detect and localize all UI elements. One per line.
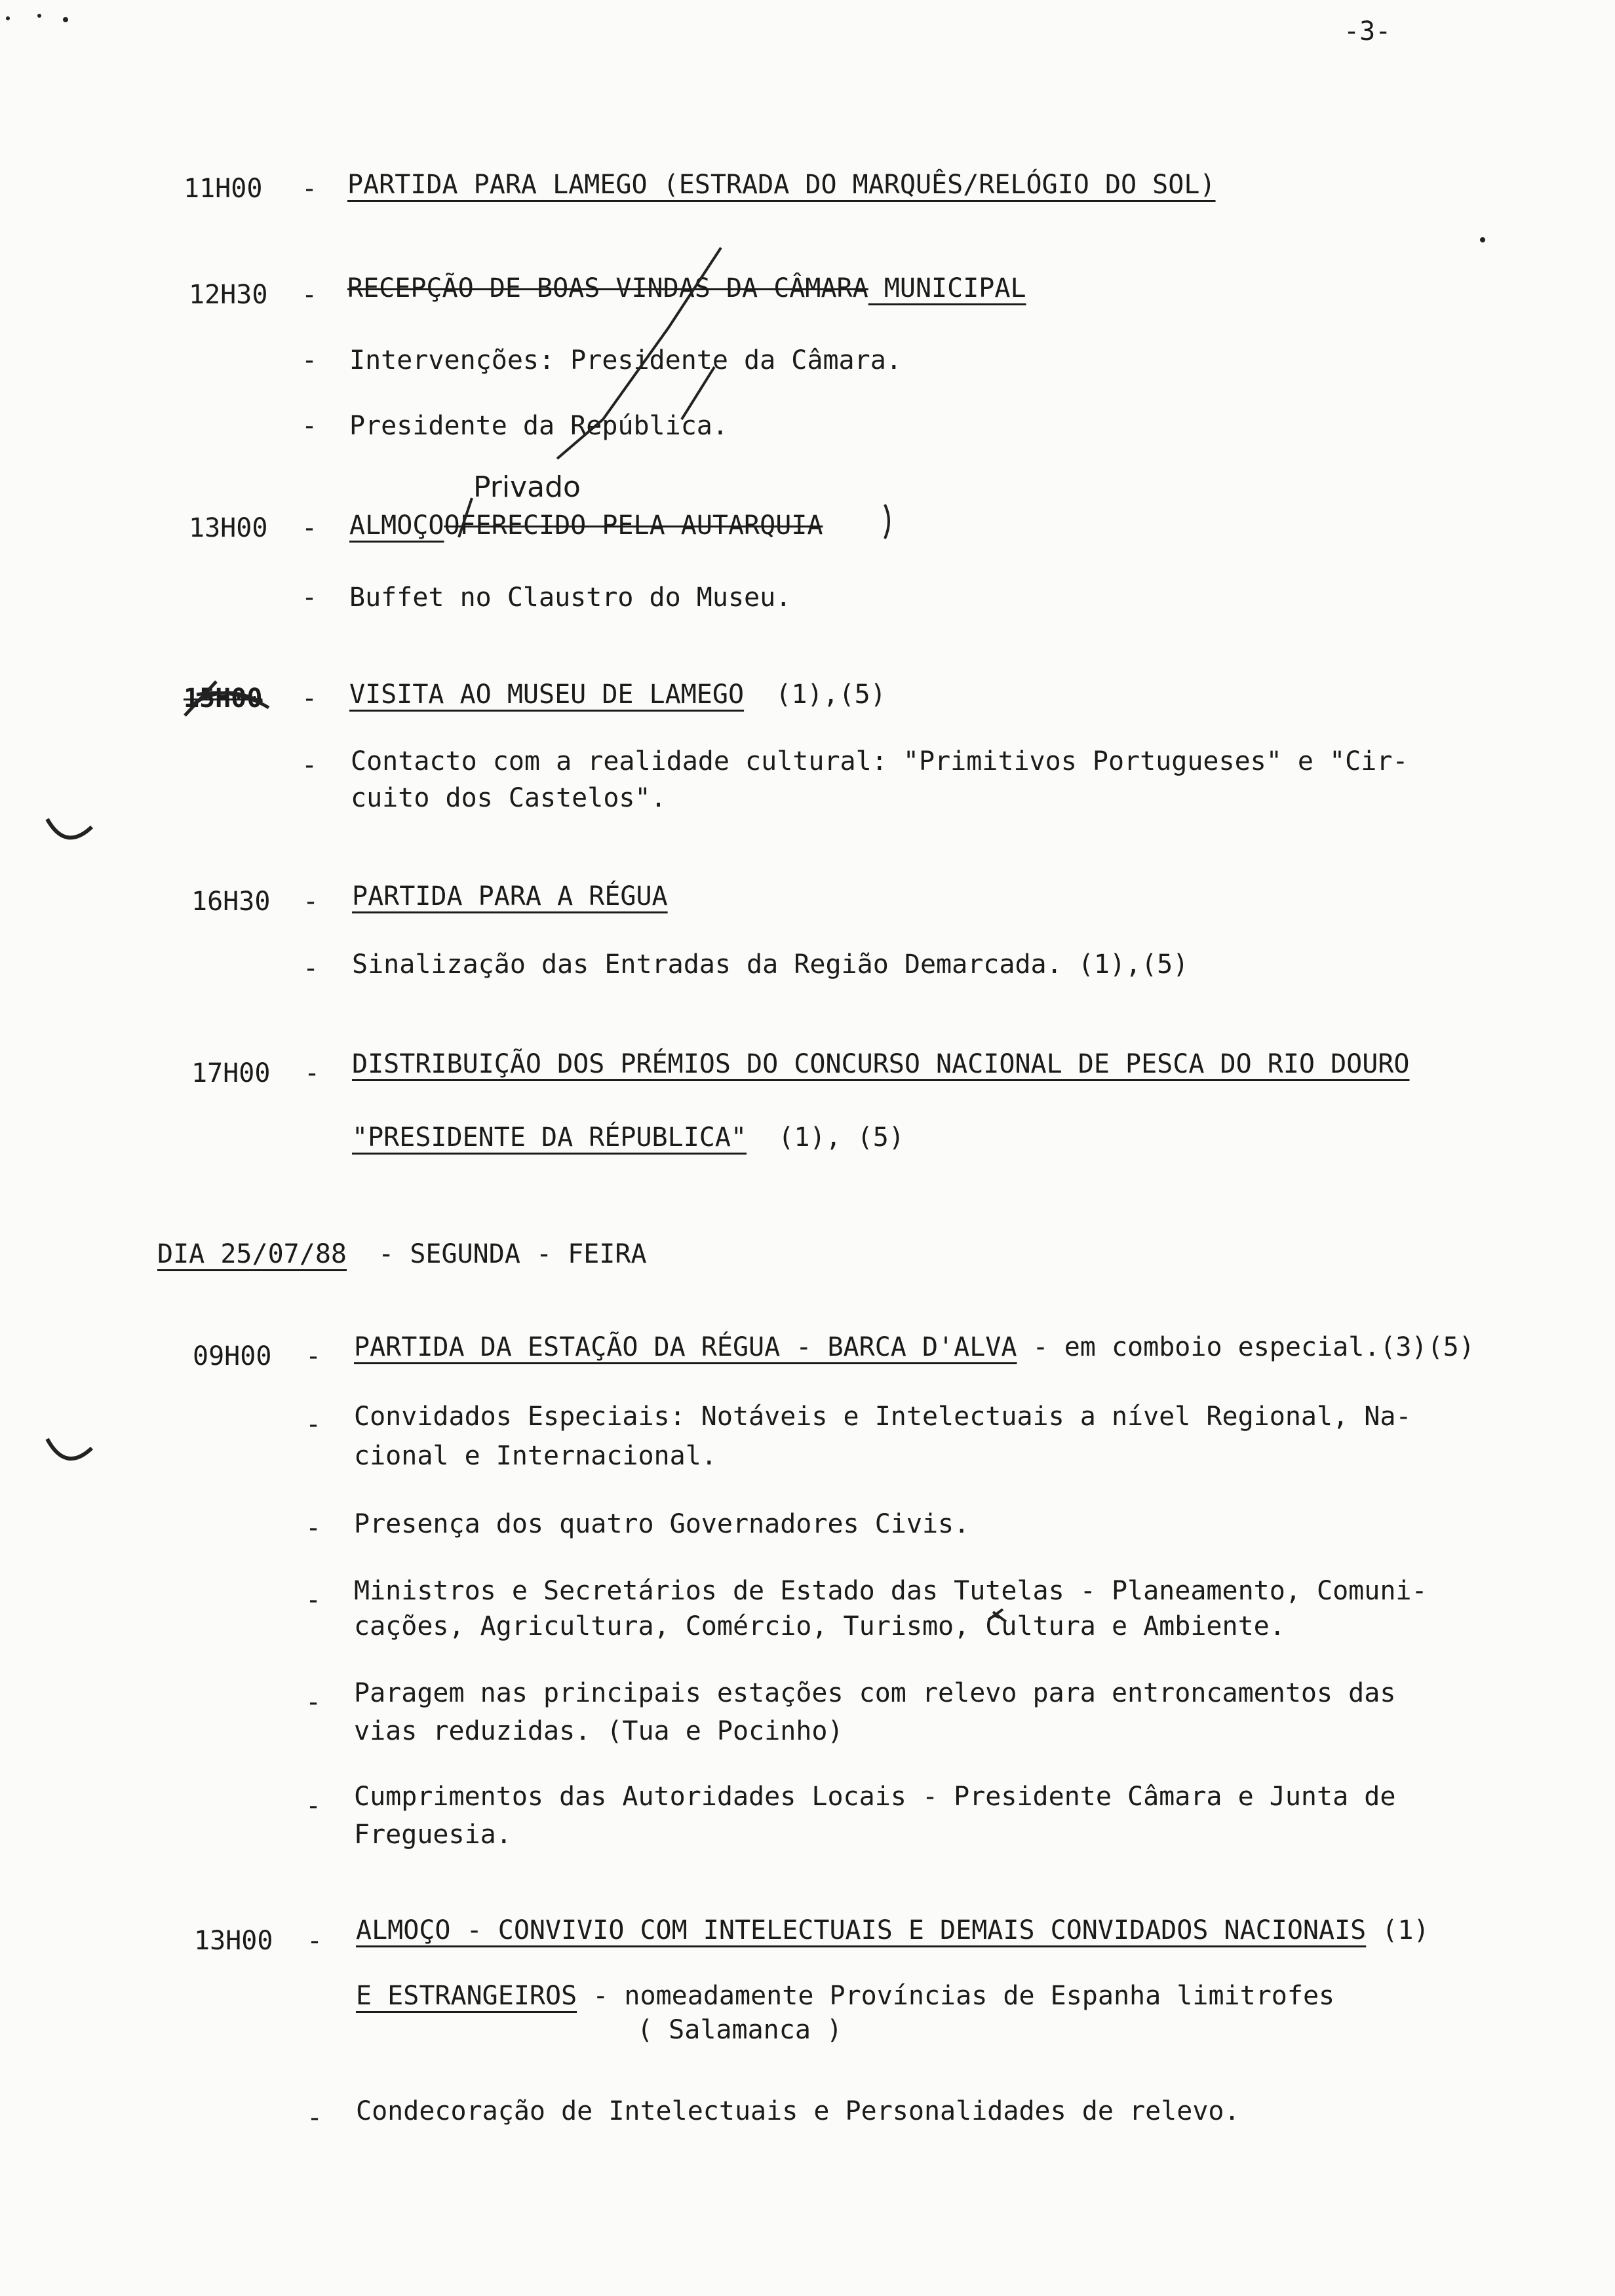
list-item: Presença dos quatro Governadores Civis. <box>354 1509 970 1539</box>
heading-recepcao <box>347 271 1026 305</box>
heading-almoco-text: ALMOÇO <box>349 510 444 541</box>
heading-partida-estacao <box>354 1330 1475 1364</box>
dash: - <box>303 953 319 984</box>
dash: - <box>305 1585 322 1615</box>
day-label: DIA 25/07/88 <box>157 1239 347 1269</box>
dash: - <box>305 1791 322 1821</box>
page-number: -3- <box>1344 16 1391 47</box>
heading-partida-lamego: PARTIDA PARA LAMEGO (ESTRADA DO MARQUÊS/RELÓGIO DO SOL) <box>347 170 1216 200</box>
dash: - <box>302 280 318 310</box>
dot-mark <box>6 16 10 20</box>
dash: - <box>302 345 318 375</box>
heading-visita-text: VISITA AO MUSEU DE LAMEGO <box>349 679 745 710</box>
time-1500: 15H00 <box>184 683 263 714</box>
time-1300: 13H00 <box>189 513 268 543</box>
list-item: Paragem nas principais estações com relevo para entroncamentos das <box>354 1678 1396 1708</box>
heading-visita <box>349 678 886 712</box>
refs: (1),(5) <box>775 679 886 710</box>
list-item-cont: cional e Internacional. <box>354 1441 717 1471</box>
time-1100: 11H00 <box>184 174 263 204</box>
heading-salamanca: ( Salamanca ) <box>637 2015 843 2045</box>
refs: (1) <box>1382 1915 1430 1945</box>
dash: - <box>302 750 318 780</box>
dot-mark <box>1480 237 1485 242</box>
dash: - <box>305 1409 322 1440</box>
heading-tail: - nomeadamente Províncias de Espanha limitrofes <box>593 1981 1335 2011</box>
struck-text: RECEPÇÃO DE BOAS VINDAS DA CÂMARA <box>347 273 868 303</box>
heading-almoco-convivio <box>356 1913 1430 1947</box>
dash: - <box>307 2103 323 2133</box>
time-0900: 09H00 <box>193 1341 272 1371</box>
heading-distribuicao-2 <box>352 1120 905 1155</box>
time-1300-b: 13H00 <box>194 1926 273 1956</box>
day-heading <box>157 1237 647 1271</box>
heading-distribuicao: DISTRIBUIÇÃO DOS PRÉMIOS DO CONCURSO NACIONAL DE PESCA DO RIO DOURO <box>352 1049 1410 1079</box>
list-item: Intervenções: Presidente da Câmara. <box>349 345 902 375</box>
heading-presidente: "PRESIDENTE DA RÉPUBLICA" <box>352 1122 747 1153</box>
list-item: Sinalização das Entradas da Região Demarcada. (1),(5) <box>352 949 1189 980</box>
heading-partida-regua: PARTIDA PARA A RÉGUA <box>352 881 668 911</box>
day-suffix: - SEGUNDA - FEIRA <box>378 1239 647 1269</box>
dash: - <box>305 1513 322 1543</box>
time-1630: 16H30 <box>191 887 271 917</box>
dash: - <box>303 887 319 917</box>
heading-tail: - em comboio especial.(3)(5) <box>1032 1332 1475 1362</box>
heading-estacao-text: PARTIDA DA ESTAÇÃO DA RÉGUA - BARCA D'ALVA <box>354 1332 1017 1362</box>
margin-tick-mark <box>47 819 92 837</box>
list-item: Cumprimentos das Autoridades Locais - Presidente Câmara e Junta de <box>354 1782 1396 1812</box>
heading-almoco-convivio-2 <box>356 1979 1334 2013</box>
list-item: Contacto com a realidade cultural: "Primitivos Portugueses" e "Cir- <box>351 746 1409 776</box>
heading-rest: MUNICIPAL <box>868 273 1026 303</box>
dash: - <box>302 174 318 204</box>
dash: - <box>307 1926 323 1956</box>
list-item-cont: vias reduzidas. (Tua e Pocinho) <box>354 1716 844 1746</box>
refs: (1), (5) <box>778 1122 905 1153</box>
list-item: Presidente da República. <box>349 411 728 441</box>
heading-convivio-text: ALMOÇO - CONVIVIO COM INTELECTUAIS E DEMAIS CONVIDADOS NACIONAIS <box>356 1915 1367 1945</box>
dot-mark <box>63 17 68 22</box>
handwritten-annotation: Privado <box>473 470 581 504</box>
dash: - <box>302 583 318 613</box>
time-1700: 17H00 <box>191 1058 271 1088</box>
dash: - <box>304 1058 321 1088</box>
struck-text: OFERECIDO PELA AUTARQUIA <box>444 510 823 541</box>
margin-tick-mark <box>47 1439 92 1459</box>
dot-mark <box>37 14 41 18</box>
dash: - <box>302 513 318 543</box>
time-1230: 12H30 <box>189 280 268 310</box>
dash: - <box>302 411 318 441</box>
list-item-cont: Freguesia. <box>354 1820 512 1850</box>
list-item: Condecoração de Intelectuais e Personalidades de relevo. <box>356 2096 1240 2126</box>
heading-almoco <box>349 508 823 543</box>
list-item-cont: cações, Agricultura, Comércio, Turismo, Cultura e Ambiente. <box>354 1611 1285 1641</box>
dash: - <box>305 1341 322 1371</box>
list-item: Ministros e Secretários de Estado das Tutelas - Planeamento, Comuni- <box>354 1576 1428 1606</box>
dash: - <box>302 683 318 714</box>
list-item: Buffet no Claustro do Museu. <box>349 583 792 613</box>
list-item: Convidados Especiais: Notáveis e Intelectuais a nível Regional, Na- <box>354 1402 1412 1432</box>
dash: - <box>305 1687 322 1717</box>
bracket-mark <box>885 505 889 539</box>
heading-estrangeiros: E ESTRANGEIROS <box>356 1981 577 2011</box>
list-item-cont: cuito dos Castelos". <box>351 783 667 813</box>
